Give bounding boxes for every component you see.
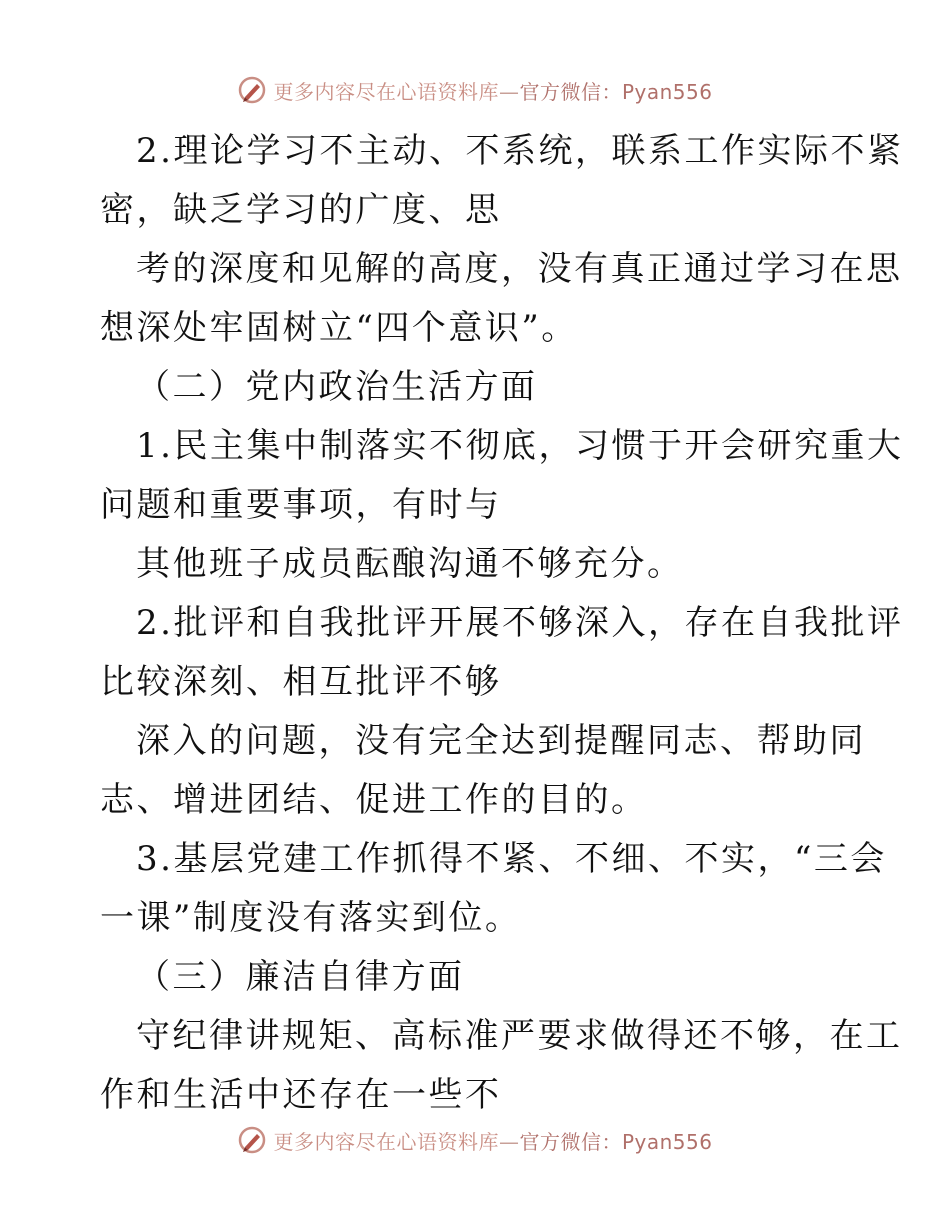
watermark-wechat-text: 官方微信：Pyan556: [519, 1129, 713, 1154]
text-line: 问题和重要事项，有时与: [100, 485, 502, 525]
text-line: 志、增进团结、促进工作的目的。: [100, 780, 648, 820]
pen-logo-icon: [237, 75, 267, 105]
text-line: 想深处牢固树立“四个意识”。: [100, 308, 578, 348]
text-line: 守纪律讲规矩、高标准严要求做得还不够，在工: [136, 1016, 903, 1056]
text-line: 作和生活中还存在一些不: [100, 1075, 502, 1115]
text-line: 其他班子成员酝酿沟通不够充分。: [136, 544, 684, 584]
text-line: 比较深刻、相互批评不够: [100, 662, 502, 702]
text-line: 1.民主集中制落实不彻底，习惯于开会研究重大: [136, 426, 904, 466]
text-line: 3.基层党建工作抓得不紧、不细、不实，“三会: [136, 839, 887, 879]
text-line: 考的深度和见解的高度，没有真正通过学习在思: [136, 249, 903, 289]
text-line: 密，缺乏学习的广度、思: [100, 190, 502, 230]
watermark-wechat-text: 官方微信：Pyan556: [519, 79, 713, 104]
section-heading: （二）党内政治生活方面: [136, 367, 538, 407]
document-body: [100, 122, 904, 1125]
footer-watermark: [0, 1120, 950, 1160]
text-line: 2.理论学习不主动、不系统，联系工作实际不紧: [136, 131, 904, 171]
watermark-brand-text: 更多内容尽在心语资料库: [273, 1129, 499, 1154]
section-heading: （三）廉洁自律方面: [136, 957, 465, 997]
text-line: 深入的问题，没有完全达到提醒同志、帮助同: [136, 721, 866, 761]
text-line: 2.批评和自我批评开展不够深入，存在自我批评: [136, 603, 904, 643]
watermark-separator: —: [498, 79, 520, 104]
watermark-brand-text: 更多内容尽在心语资料库: [273, 79, 499, 104]
header-watermark: [0, 70, 950, 110]
pen-logo-icon: [237, 1125, 267, 1155]
text-line: 一课”制度没有落实到位。: [100, 898, 522, 938]
watermark-separator: —: [498, 1129, 520, 1154]
